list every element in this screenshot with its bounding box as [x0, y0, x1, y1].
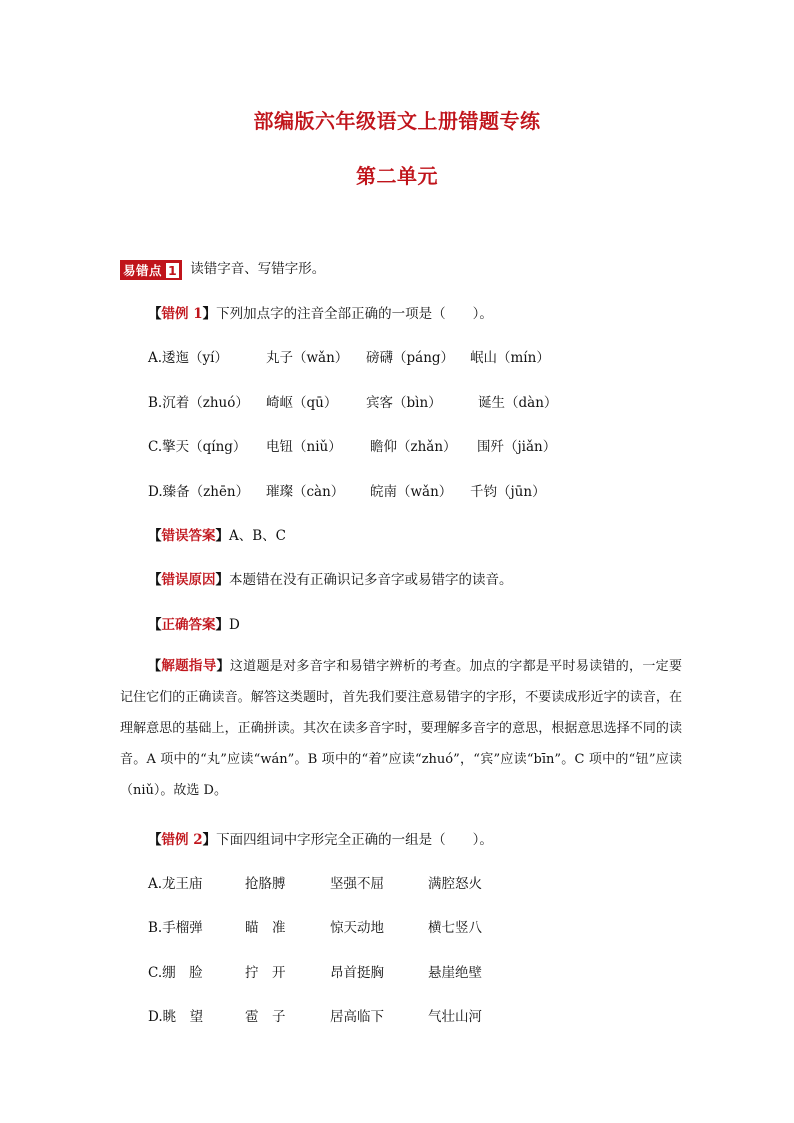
section-heading: 读错字音、写错字形。	[190, 261, 326, 277]
ex1-option-b-2: 崎岖（qū）	[266, 395, 338, 411]
ex1-option-a-2: 丸子（wǎn）	[266, 350, 349, 366]
ex2-option-c-4: 悬崖绝壁	[428, 965, 482, 981]
ex1-option-b-3: 宾客（bìn）	[366, 395, 442, 411]
ex1-option-d-4: 千钧（jūn）	[470, 484, 546, 500]
badge-number: 1	[164, 263, 179, 278]
ex1-option-c-3: 瞻仰（zhǎn）	[370, 439, 457, 455]
ex1-option-c-4: 围歼（jiǎn）	[477, 439, 557, 455]
ex2-option-d-4: 气壮山河	[428, 1009, 482, 1025]
ex2-option-a-1: A.龙王庙	[148, 876, 203, 892]
ex1-option-d-3: 皖南（wǎn）	[370, 484, 453, 500]
ex1-option-a-4: 岷山（mín）	[470, 350, 550, 366]
wrong-answer-row: 【错误答案】A、B、C	[148, 528, 286, 544]
correct-answer-row: 【正确答案】D	[148, 617, 240, 633]
example2-tag: 错例 2	[161, 832, 203, 848]
ex2-option-a-4: 满腔怒火	[428, 876, 482, 892]
ex1-option-c-2: 电钮（niǔ）	[266, 439, 342, 455]
ex1-option-a-1: A.逶迤（yí）	[148, 350, 228, 366]
example2-question: 下面四组词中字形完全正确的一组是（ ）。	[216, 832, 493, 848]
example1-tag: 错例 1	[161, 306, 203, 322]
badge-label: 易错点	[123, 262, 163, 278]
wrong-reason: 本题错在没有正确识记多音字或易错字的读音。	[229, 572, 513, 588]
ex1-option-b-1: B.沉着（zhuó）	[148, 395, 249, 411]
wrong-reason-tag: 错误原因	[161, 572, 216, 588]
ex2-option-a-2: 抢胳膊	[245, 876, 286, 892]
correct-answer: D	[229, 617, 240, 633]
section-heading-row	[120, 257, 325, 280]
wrong-answer-tag: 错误答案	[161, 528, 216, 544]
example2-question-row: 【错例 2】下面四组词中字形完全正确的一组是（ ）。	[148, 832, 493, 848]
wrong-answer: A、B、C	[229, 528, 286, 544]
ex2-option-c-3: 昂首挺胸	[330, 965, 384, 981]
ex2-option-b-3: 惊天动地	[330, 920, 384, 936]
ex1-option-b-4: 诞生（dàn）	[478, 395, 558, 411]
ex2-option-d-2: 雹 子	[245, 1009, 286, 1025]
page-subtitle: 第二单元	[356, 164, 438, 188]
ex1-option-d-1: D.臻备（zhēn）	[148, 484, 250, 500]
ex2-option-b-4: 横七竖八	[428, 920, 482, 936]
solution-guide-text: 这道题是对多音字和易错字辨析的考查。加点的字都是平时易读错的，一定要记住它们的正确读音。解答这类题时，首先我们要注意易错字的字形，不要读成形近字的读音，在理解意思的基础上，正确拼读。其次在读多音字时，要理解多音字的意思，根据意思选择不同的读音。A 项中的“丸”应读“wán”。B 项中的“着”应读“zhuó”，“宾”应读“bīn”。C 项中的“钮”应读（niǔ）。故选 D。	[120, 659, 682, 798]
ex1-option-a-3: 磅礴（páng）	[366, 350, 455, 366]
example1-question-row: 【错例 1】下列加点字的注音全部正确的一项是（ ）。	[148, 306, 493, 322]
solution-guide-paragraph: 【解题指导】这道题是对多音字和易错字辨析的考查。加点的字都是平时易读错的，一定要记住它们的正确读音。解答这类题时，首先我们要注意易错字的字形，不要读成形近字的读音，在理解意思的基础上，正确拼读。其次在读多音字时，要理解多音字的意思，根据意思选择不同的读音。A 项中的“丸”应读“wán”。B 项中的“着”应读“zhuó”，“宾”应读“bīn”。C 项中的“钮”应读（niǔ）。故选 D。	[120, 658, 682, 798]
ex2-option-d-3: 居高临下	[330, 1009, 384, 1025]
example1-question: 下列加点字的注音全部正确的一项是（ ）。	[216, 306, 493, 322]
page-title: 部编版六年级语文上册错题专练	[253, 109, 541, 133]
ex2-option-c-1: C.绷 脸	[148, 965, 203, 981]
ex2-option-a-3: 坚强不屈	[330, 876, 384, 892]
ex2-option-b-2: 瞄 准	[245, 920, 286, 936]
correct-answer-tag: 正确答案	[161, 617, 216, 633]
ex1-option-c-1: C.擎天（qíng）	[148, 439, 247, 455]
ex2-option-d-1: D.眺 望	[148, 1009, 204, 1025]
ex2-option-b-1: B.手榴弹	[148, 920, 203, 936]
solution-guide-tag: 解题指导	[161, 658, 217, 674]
error-point-badge	[120, 260, 182, 280]
ex2-option-c-2: 拧 开	[245, 965, 286, 981]
ex1-option-d-2: 璀璨（càn）	[266, 484, 345, 500]
wrong-reason-row: 【错误原因】本题错在没有正确识记多音字或易错字的读音。	[148, 572, 513, 588]
